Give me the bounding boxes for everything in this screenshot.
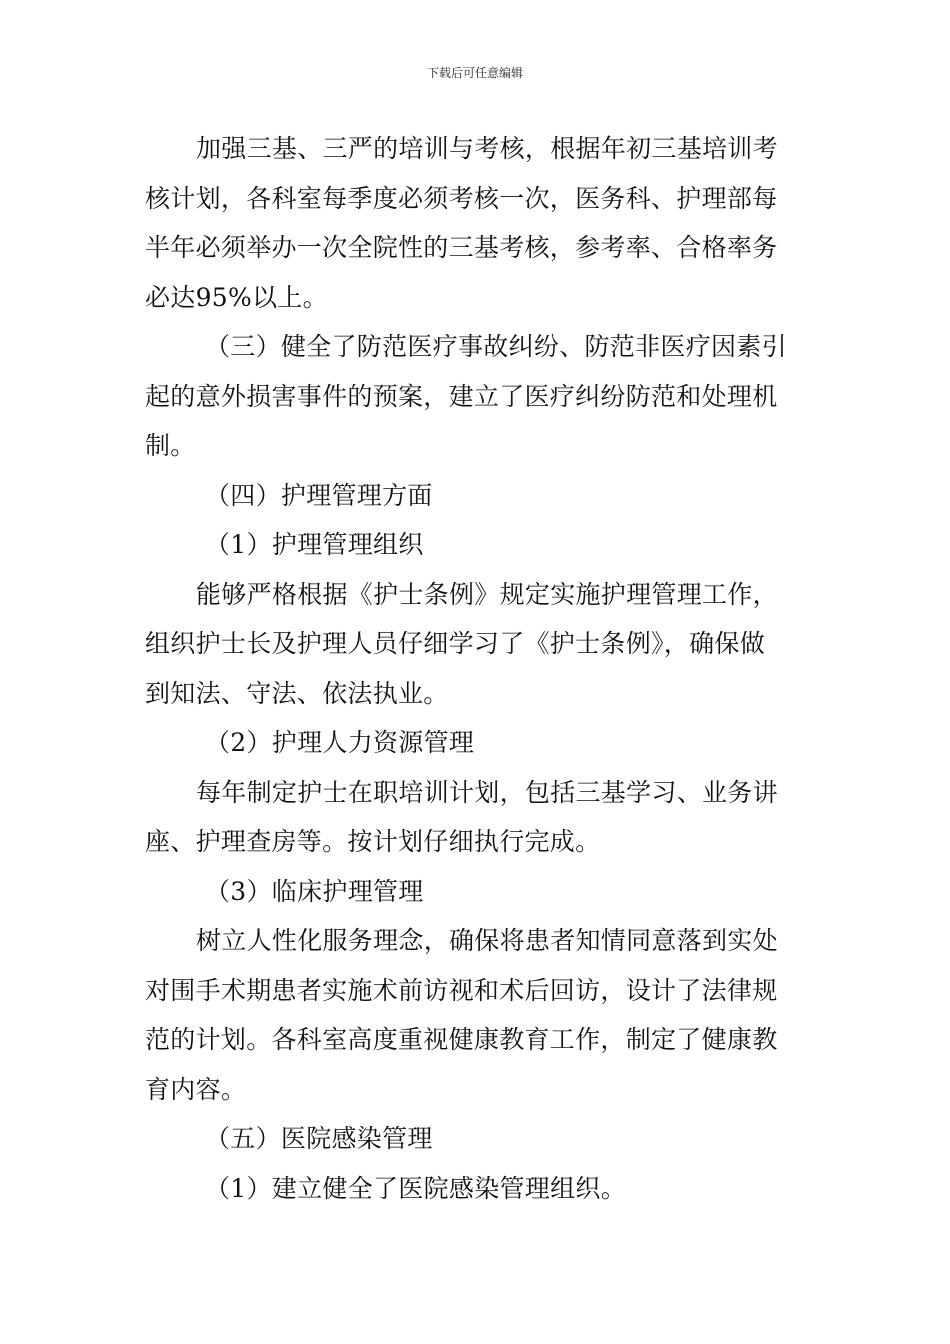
text-line: 加强三基、三严的培训与考核，根据年初三基培训考 (196, 134, 778, 163)
subsection-heading-1b: （1）建立健全了医院感染管理组织。 (205, 1173, 627, 1203)
text-line: 每年制定护士在职培训计划，包括三基学习、业务讲 (196, 777, 778, 807)
text-line: 半年必须举办一次全院性的三基考核，参考率、合格率务 (145, 233, 778, 262)
document-body (145, 124, 807, 1213)
text-line: 制。 (145, 431, 196, 460)
section-heading-3: （三）健全了防范医疗事故纠纷、防范非医疗因素引 (205, 332, 787, 361)
text-line: 必达95%以上。 (145, 282, 328, 312)
text-line: 到知法、守法、依法执业。 (145, 678, 449, 708)
text-line: 范的计划。各科室高度重视健康教育工作，制定了健康教 (145, 1025, 778, 1054)
subsection-heading-3: （3）临床护理管理 (205, 876, 424, 906)
text-line: 起的意外损害事件的预案，建立了医疗纠纷防范和处理机 (145, 381, 778, 411)
text-line: 座、护理查房等。按计划仔细执行完成。 (145, 827, 601, 856)
text-line: 树立人性化服务理念，确保将患者知情同意落到实处 (196, 926, 778, 955)
subsection-heading-2: （2）护理人力资源管理 (205, 728, 475, 757)
text-line: 组织护士长及护理人员仔细学习了《护士条例》，确保做 (145, 629, 766, 658)
text-line: 对围手术期患者实施术前访视和术后回访，设计了法律规 (145, 975, 778, 1005)
page-header-watermark: 下载后可任意编辑 (426, 66, 523, 80)
section-heading-4: （四）护理管理方面 (205, 480, 433, 510)
text-line: 核计划，各科室每季度必须考核一次，医务科、护理部每 (145, 183, 778, 213)
section-heading-5: （五）医院感染管理 (205, 1124, 433, 1153)
text-line: 育内容。 (145, 1074, 247, 1104)
text-line: 能够严格根据《护士条例》规定实施护理管理工作， (196, 579, 778, 609)
subsection-heading-1: （1）护理管理组织 (205, 530, 424, 559)
